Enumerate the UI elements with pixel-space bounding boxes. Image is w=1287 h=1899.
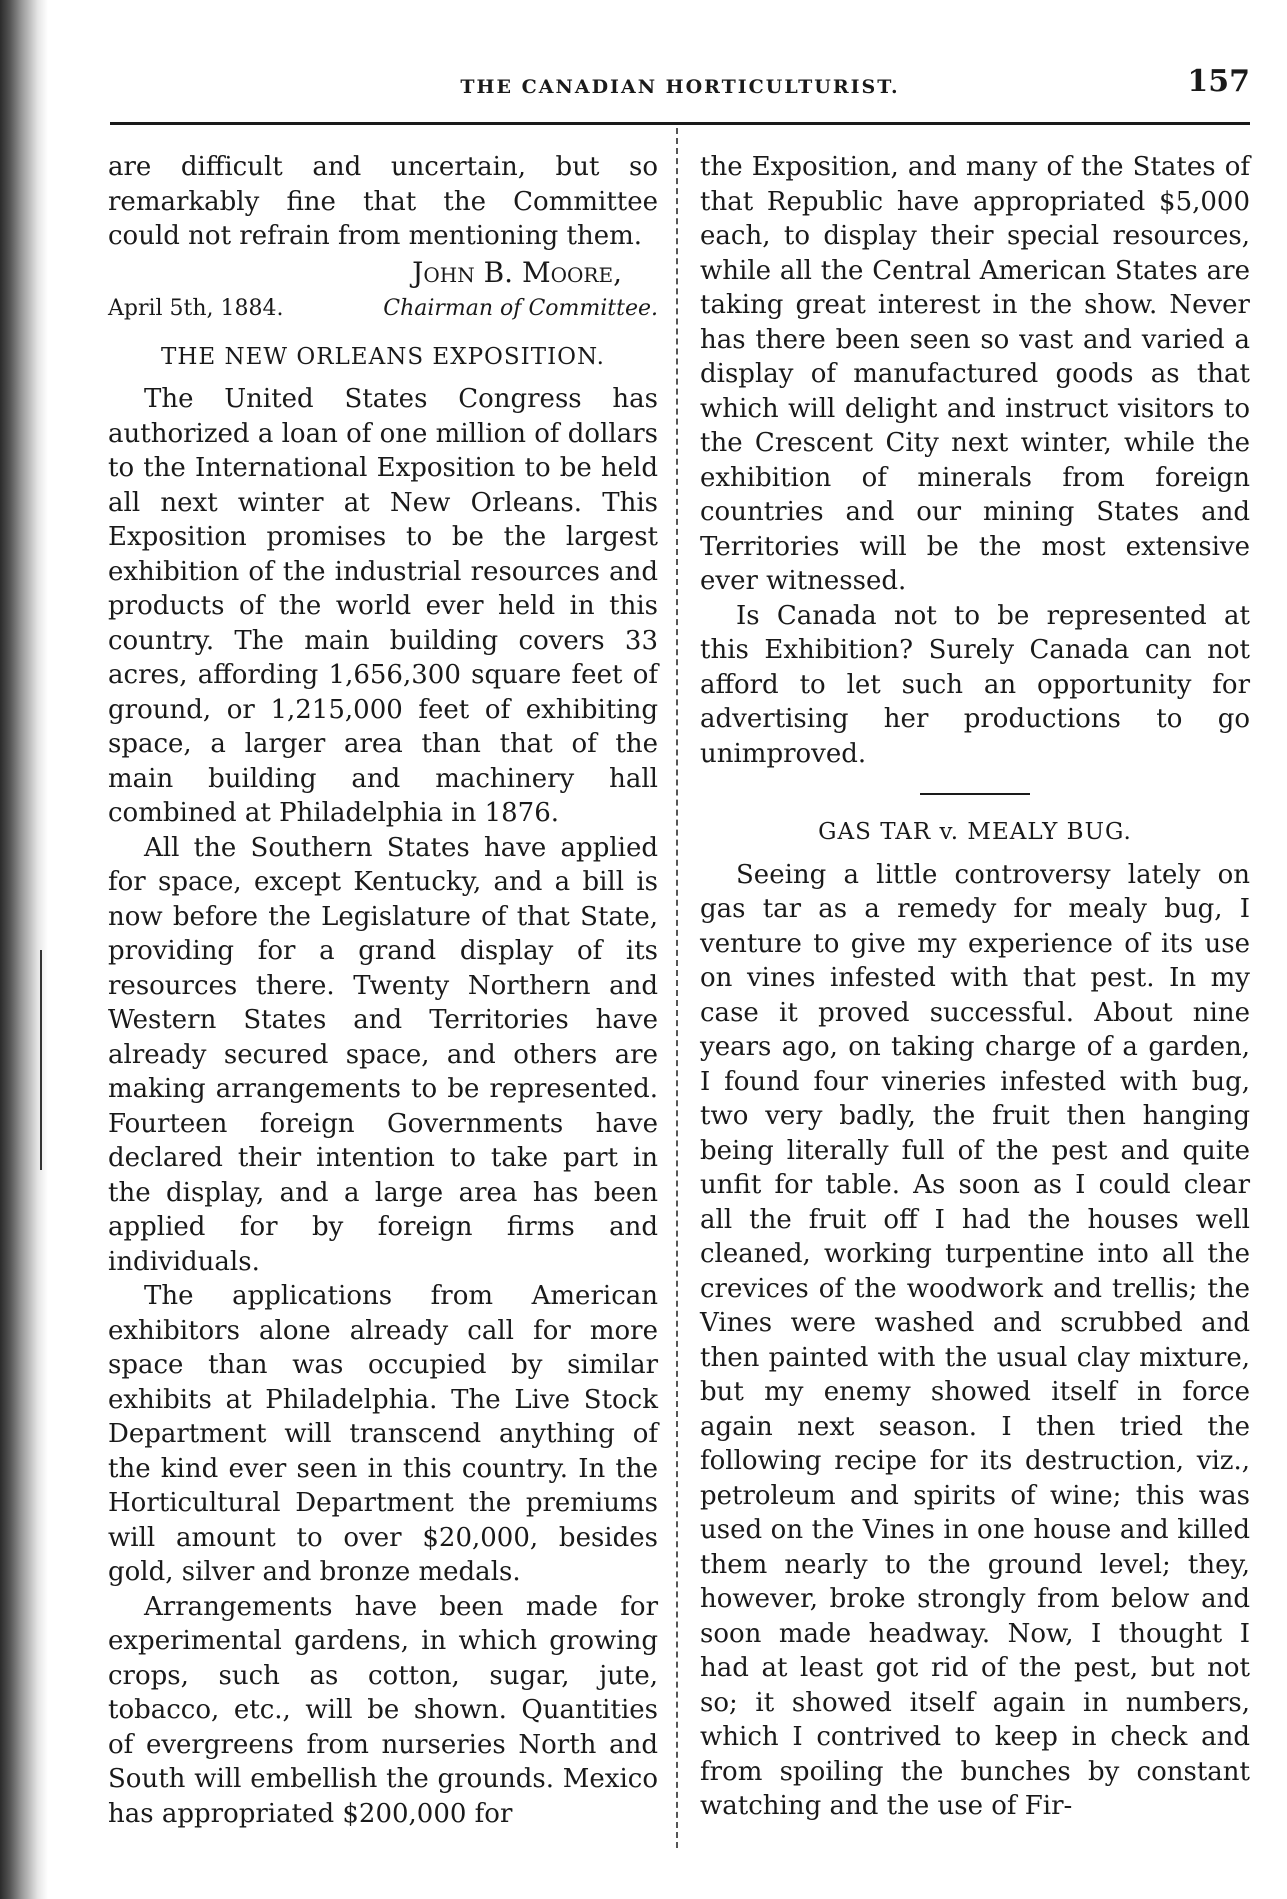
article-title-gas-tar: GAS TAR v. MEALY BUG.	[818, 819, 1132, 845]
column-divider	[676, 128, 678, 1848]
header-rule	[110, 122, 1250, 125]
page-header	[110, 62, 1250, 112]
signature-date: April 5th, 1884.	[108, 295, 284, 321]
binding-mark	[40, 950, 42, 1170]
left-column	[108, 150, 658, 1831]
article-paragraph: All the Southern States have applied for space, except Kentucky, and a bill is now before the Legislature of that State, providing for a grand display of its resources there. Twenty Northern and Western States and Territories have already secured space, and others are making arrangements to be represented. Fourteen foreign Governments have declared their intention to take part in the display, and a large area has been applied for by foreign firms and individuals.	[108, 832, 658, 1277]
article-paragraph: The applications from American exhibitors alone already call for more space than was occupied by similar exhibits at Philadelphia. The Live Stock Department will transcend anything of the kind ever seen in this country. In the Horticultural Department the premiums will amount to over $20,000, besides gold, silver and bronze medals.	[108, 1281, 658, 1587]
running-head: THE CANADIAN HORTICULTURIST.	[460, 76, 900, 98]
continued-paragraph: the Exposition, and many of the States of that Republic have appropriated $5,000 each, to display their special resources, while all the Central American States are taking great interest in the show. Never has there been seen so vast and varied a display of manufactured goods as that which will delight and instruct visitors to the Crescent City next winter, while the exhibition of minerals from foreign countries and our mining States and Territories will be the most extensive ever witnessed.	[700, 152, 1250, 596]
article-title-exposition: THE NEW ORLEANS EXPOSITION.	[161, 343, 605, 370]
section-separator	[920, 793, 1030, 795]
signature-block	[108, 256, 658, 326]
continued-paragraph: are difficult and uncertain, but so remarkably fine that the Committee could not refrain from mentioning them.	[108, 152, 658, 251]
right-column	[700, 150, 1250, 1824]
article-paragraph: Seeing a little controversy lately on gas tar as a remedy for mealy bug, I venture to give my experience of its use on vines infested with that pest. In my case it proved successful. About nine years ago, on taking charge of a garden, I found four vineries infested with bug, two very badly, the fruit then hanging being literally full of the pest and quite unfit for table. As soon as I could clear all the fruit off I had the houses well cleaned, working turpentine into all the crevices of the woodwork and trellis; the Vines were washed and scrubbed and then painted with the usual clay mixture, but my enemy showed itself in force again next season. I then tried the following recipe for its destruction, viz., petroleum and spirits of wine; this was used on the Vines in one house and killed them nearly to the ground level; they, however, broke strongly from below and soon made headway. Now, I thought I had at least got rid of the pest, but not so; it showed itself again in numbers, which I contrived to keep in check and from spoiling the bunches by constant watching and the use of Fir-	[700, 859, 1250, 1821]
article-paragraph: The United States Congress has authorized a loan of one million of dollars to the International Exposition to be held all next winter at New Orleans. This Exposition promises to be the largest exhibition of the industrial resources and products of the world ever held in this country. The main building covers 33 acres, affording 1,656,300 square feet of ground, or 1,215,000 feet of exhibiting space, a larger area than that of the main building and machinery hall combined at Philadelphia in 1876.	[108, 384, 658, 828]
signature-name: John B. Moore,	[412, 255, 622, 289]
article-paragraph: Is Canada not to be represented at this Exhibition? Surely Canada can not afford to let such an opportunity for advertising her productions to go unimproved.	[700, 600, 1250, 769]
page-number: 157	[1187, 64, 1250, 99]
article-paragraph: Arrangements have been made for experimental gardens, in which growing crops, such as cotton, sugar, jute, tobacco, etc., will be shown. Quantities of evergreens from nurseries North and South will embellish the grounds. Mexico has appropriated $200,000 for	[108, 1591, 658, 1829]
signature-title: Chairman of Committee.	[383, 295, 658, 321]
